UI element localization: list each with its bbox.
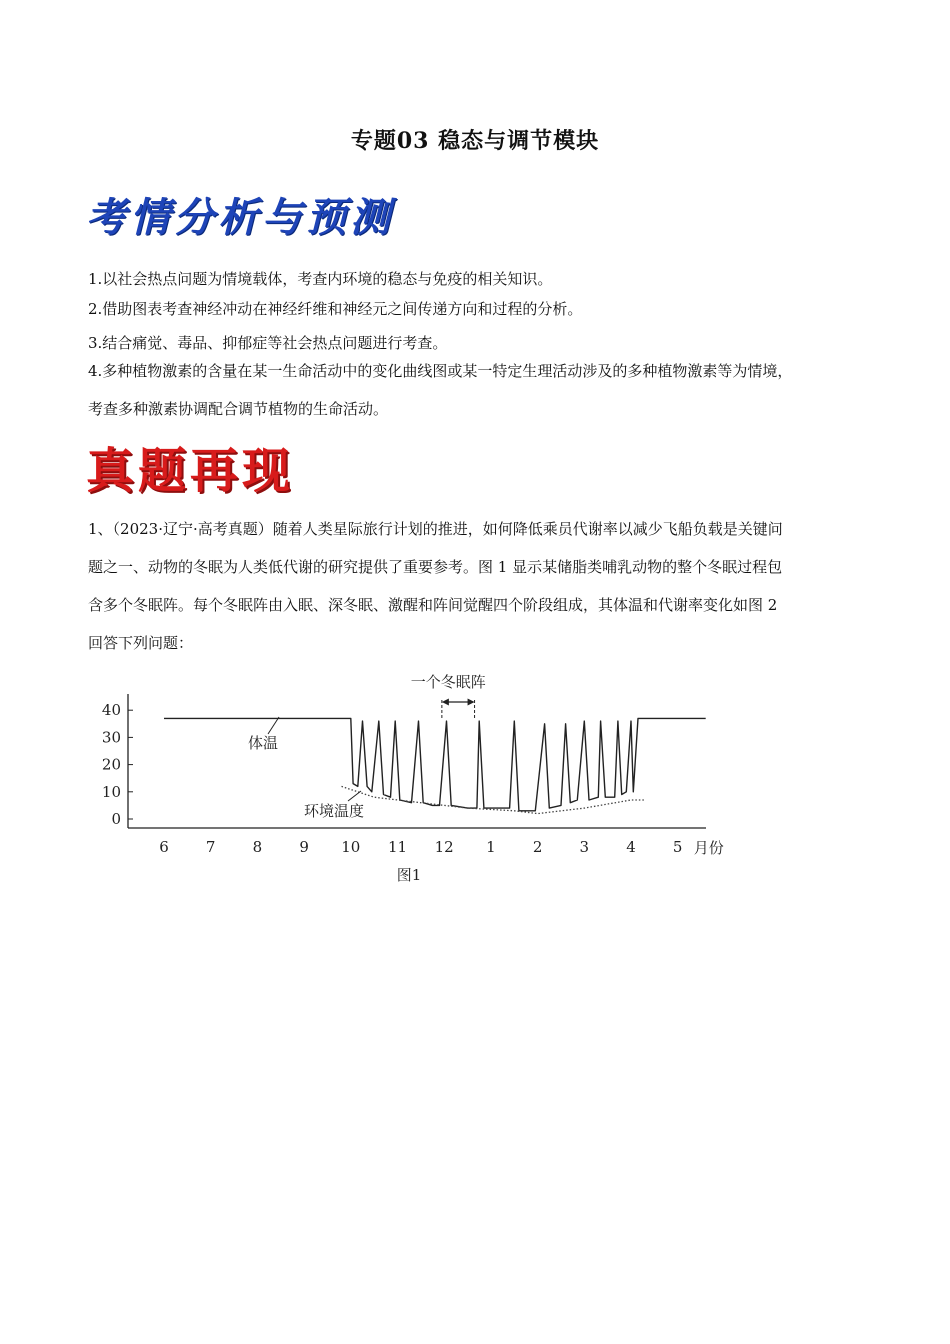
y-tick-label: 30 — [101, 728, 121, 747]
bout-annotation-label: 一个冬眠阵 — [410, 673, 486, 691]
hibernation-chart — [86, 664, 736, 889]
y-tick-label: 40 — [101, 701, 121, 720]
y-tick-label: 0 — [111, 810, 121, 828]
x-tick-label: 10 — [341, 838, 361, 856]
page-title: 专题03 稳态与调节模块 — [350, 128, 600, 154]
analysis-item-3: 3.结合痛觉、毒品、抑郁症等社会热点问题进行考查。 — [88, 334, 448, 352]
analysis-item-4: 4.多种植物激素的含量在某一生命活动中的变化曲线图或某一特定生理活动涉及的多种植物激素等为情境， — [88, 362, 793, 380]
section-heading-analysis: 考情分析与预测 — [86, 195, 394, 241]
y-tick-label: 20 — [101, 755, 121, 774]
body-temp-leader — [268, 717, 279, 734]
question-line-2: 题之一、动物的冬眠为人类低代谢的研究提供了重要参考。图 1 显示某储脂类哺乳动物的整个冬眠过程包 — [88, 558, 783, 576]
x-tick-label: 3 — [579, 838, 590, 856]
figure-1 — [86, 664, 736, 893]
question-line-4: 回答下列问题： — [88, 634, 194, 652]
x-tick-label: 7 — [205, 838, 216, 856]
env-temp-leader — [348, 791, 361, 801]
x-tick-label: 1 — [486, 838, 496, 856]
x-unit-label: 月份 — [693, 839, 724, 857]
question-line-3: 含多个冬眠阵。每个冬眠阵由入眠、深冬眠、激醒和阵间觉醒四个阶段组成，其体温和代谢率变化如图 2 — [88, 596, 778, 614]
analysis-item-2: 2.借助图表考查神经冲动在神经纤维和神经元之间传递方向和过程的分析。 — [88, 300, 583, 318]
arrow-left-icon — [442, 699, 449, 706]
question-line-1: 1、（2023·辽宁·高考真题）随着人类星际旅行计划的推进，如何降低乘员代谢率以减少飞船负载是关键问 — [88, 520, 783, 538]
x-tick-label: 5 — [672, 838, 683, 856]
analysis-item-1: 1.以社会热点问题为情境载体，考查内环境的稳态与免疫的相关知识。 — [88, 270, 553, 288]
arrow-right-icon — [468, 699, 475, 706]
env-temp-label: 环境温度 — [304, 802, 365, 820]
x-tick-label: 9 — [299, 838, 309, 856]
x-tick-label: 8 — [252, 838, 263, 856]
section-heading-exam: 真题再现 — [86, 443, 295, 499]
y-tick-label: 10 — [101, 782, 121, 801]
analysis-item-4-cont: 考查多种激素协调配合调节植物的生命活动。 — [88, 400, 389, 418]
x-tick-label: 2 — [532, 838, 543, 856]
body-temp-label: 体温 — [248, 734, 279, 752]
x-tick-label: 11 — [387, 838, 408, 856]
environment-temperature-line — [342, 786, 646, 813]
x-tick-label: 4 — [626, 838, 636, 856]
figure-caption: 图1 — [396, 866, 422, 884]
body-temperature-line — [164, 718, 706, 810]
x-tick-label: 12 — [434, 838, 454, 856]
x-tick-label: 6 — [159, 838, 169, 856]
